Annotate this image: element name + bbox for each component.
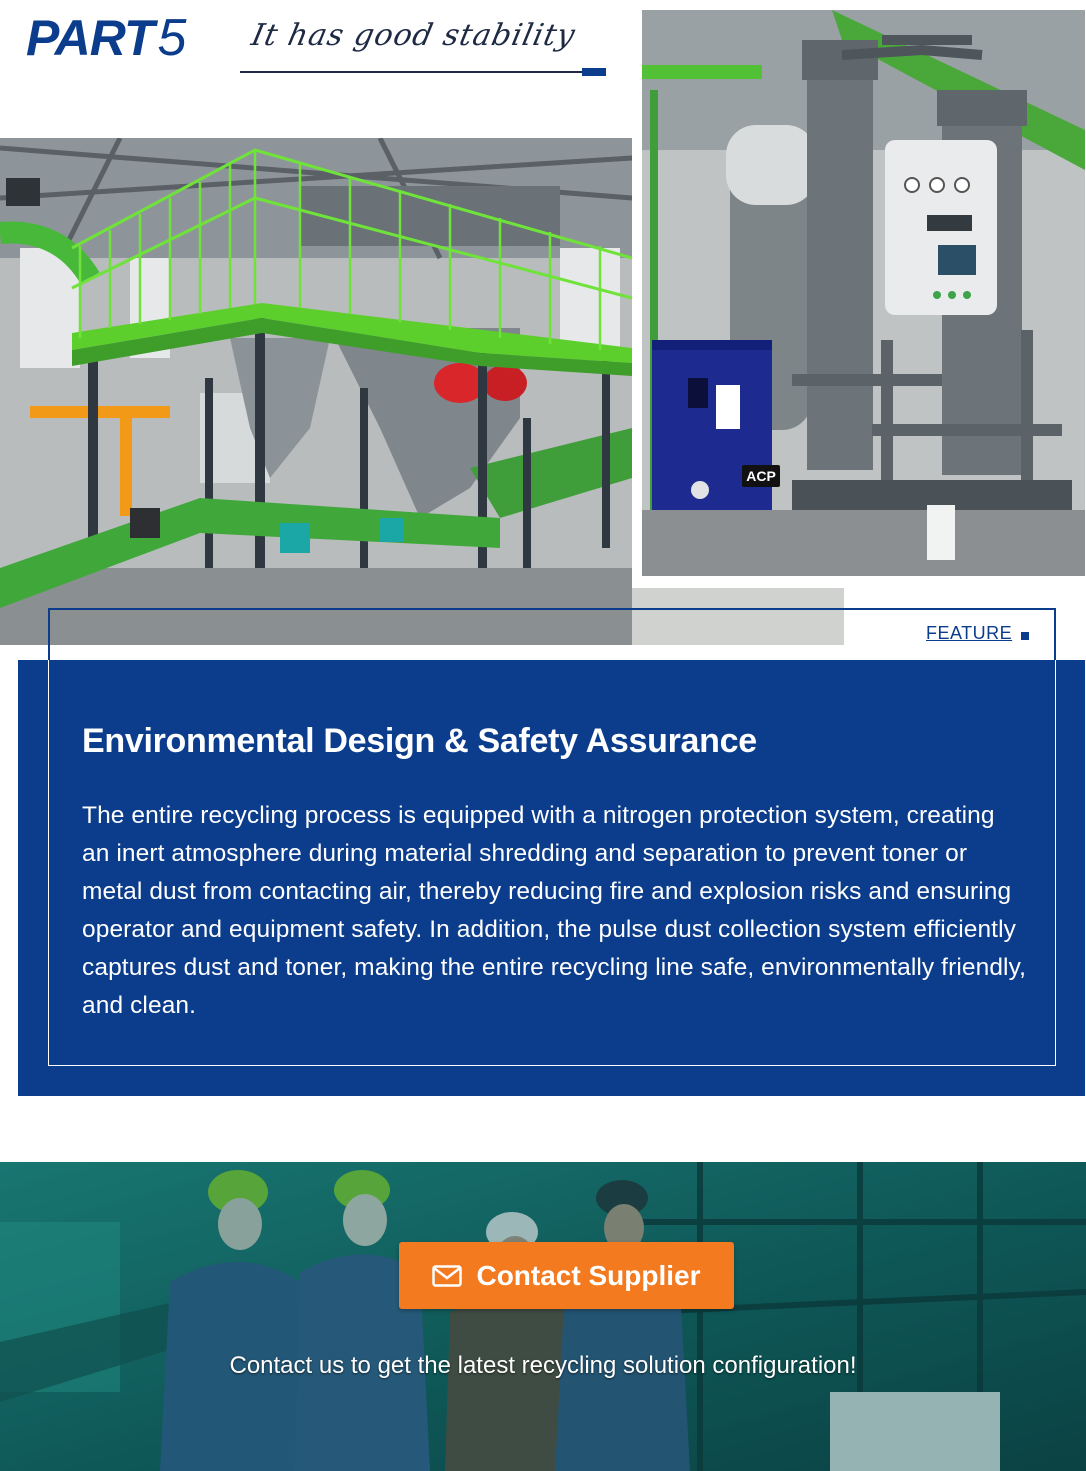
- feature-body: The entire recycling process is equipped with a nitrogen protection system, creating an inert atmosphere during material shredding and separation to prevent toner or metal dust from contacting air, thereby reducing fire and explosion risks and ensuring operator and equipment safety. In addition, the pulse dust collection system efficiently captures dust and toner, making the entire recycling line safe, environmentally friendly, and clean.: [82, 802, 1027, 1019]
- photo-strip: [632, 588, 844, 645]
- feature-heading: Environmental Design & Safety Assurance: [82, 722, 757, 760]
- feature-label-square-icon: [1021, 632, 1029, 640]
- acp-badge: ACP: [746, 468, 776, 484]
- nitrogen-generator-photo: [642, 10, 1085, 576]
- feature-frame-top-line: [48, 608, 1056, 610]
- workers-banner-illustration: [0, 1162, 1086, 1471]
- contact-supplier-button[interactable]: [399, 1242, 734, 1309]
- green-platform-shredder-photo: [0, 138, 632, 645]
- green-platform-shredder-illustration: [0, 138, 632, 645]
- contact-supplier-label: Contact Supplier: [476, 1259, 701, 1291]
- feature-frame-right-line: [1054, 608, 1056, 660]
- contact-banner-photo: [0, 1162, 1086, 1471]
- mail-icon: [432, 1265, 462, 1287]
- part-title: [26, 9, 186, 67]
- tagline-underline: [240, 71, 604, 73]
- feature-frame-left-line: [48, 608, 50, 660]
- feature-label: FEATURE: [926, 623, 1013, 643]
- part-label: PART: [26, 10, 154, 66]
- contact-caption: Contact us to get the latest recycling solution configuration!: [229, 1352, 857, 1379]
- part-number: 5: [157, 9, 186, 67]
- nitrogen-generator-illustration: [642, 10, 1085, 576]
- tagline-underline-accent: [582, 68, 606, 76]
- tagline: It has good stability: [248, 18, 579, 53]
